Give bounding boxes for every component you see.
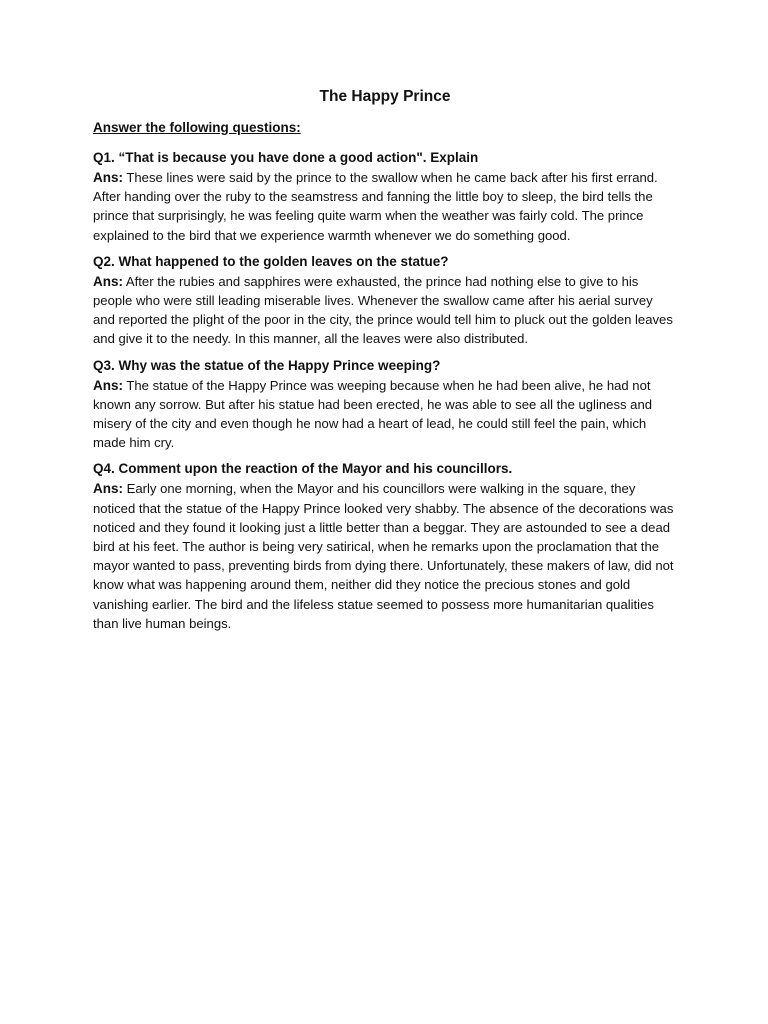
question-4: Q4. Comment upon the reaction of the Mayor and his councillors.	[93, 461, 513, 477]
question-1: Q1. “That is because you have done a good action". Explain	[93, 150, 479, 165]
document-page	[93, 86, 677, 641]
answer-label: Ans:	[93, 170, 123, 185]
qa-block-2	[93, 253, 677, 349]
answer-text: These lines were said by the prince to the swallow when he came back after his first errand. After handing over the ruby to the seamstress and fanning the little boy to sleep, the bird tells the prince that surprisingly, he was feeling quite warm when the weather was fairly cold. The prince explained to the bird that we experience warmth whenever we do something good.	[93, 170, 658, 243]
qa-block-3	[93, 357, 677, 453]
qa-block-1	[93, 149, 677, 245]
answer-3	[93, 376, 677, 453]
answer-label: Ans:	[93, 377, 123, 393]
answer-1	[93, 168, 677, 245]
question-3: Q3. Why was the statue of the Happy Prince weeping?	[93, 357, 441, 373]
answer-text: The statue of the Happy Prince was weeping because when he had been alive, he had not known any sorrow. But after his statue had been erected, he was able to see all the ugliness and misery of the city and even though he now had a heart of lead, he could still feel the pain, which made him cry.	[93, 377, 653, 451]
answer-text: Early one morning, when the Mayor and his councillors were walking in the square, they noticed that the statue of the Happy Prince looked very shabby. The absence of the decorations was noticed and they found it looking just a little better than a beggar. They are astounded to see a dead bird at his feet. The author is being very satirical, when he remarks upon the proclamation that the mayor wanted to pass, preventing birds from dying there. Unfortunately, these makers of law, did not know what was happening around them, neither did they notice the precious stones and gold vanishing earlier. The bird and the lifeless statue seemed to possess more humanitarian qualities than live human beings.	[93, 481, 674, 631]
answer-4	[93, 479, 677, 633]
question-2: Q2. What happened to the golden leaves on the statue?	[93, 253, 449, 269]
answer-label: Ans:	[93, 273, 123, 289]
instruction-heading: Answer the following questions:	[93, 120, 301, 135]
page-title: The Happy Prince	[319, 88, 451, 105]
answer-label: Ans:	[93, 481, 123, 497]
answer-2	[93, 272, 677, 349]
answer-text: After the rubies and sapphires were exhausted, the prince had nothing else to give to his people who were still leading miserable lives. Whenever the swallow came after his aerial survey and reported the plight of the poor in the city, the prince would tell him to pluck out the golden leaves and give it to the needy. In this manner, all the leaves were also distributed.	[93, 273, 673, 347]
qa-block-4	[93, 460, 677, 633]
